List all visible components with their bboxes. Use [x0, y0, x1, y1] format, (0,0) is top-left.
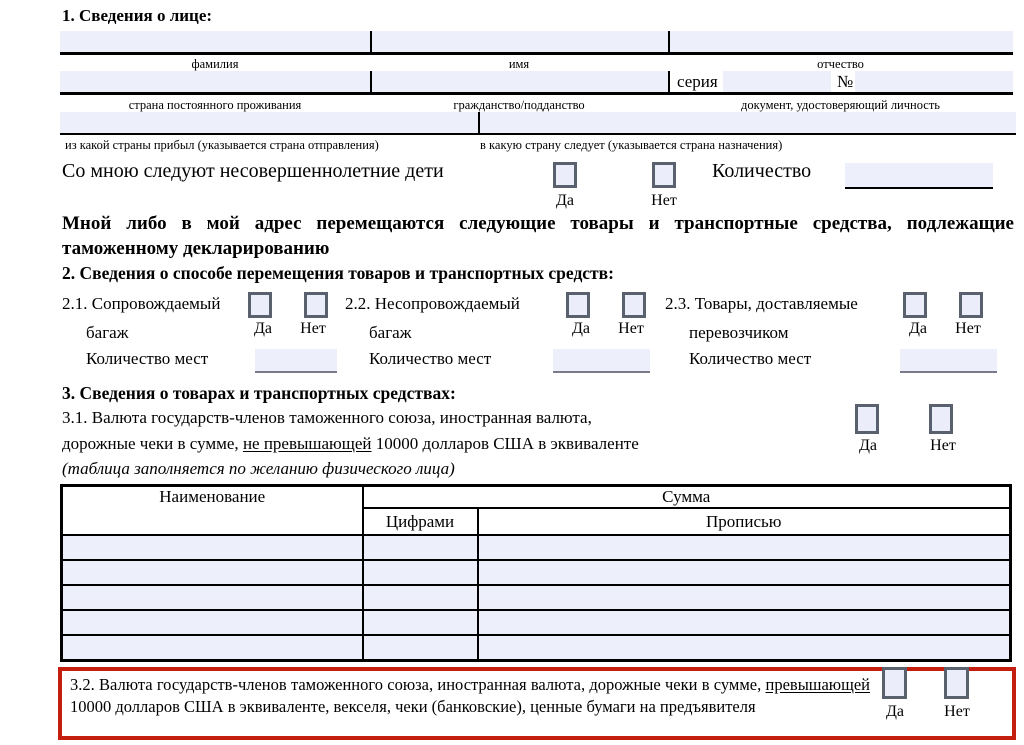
- col-digits-header: Цифрами: [363, 508, 478, 535]
- accompanied-yes-checkbox[interactable]: [248, 292, 272, 318]
- declaration-statement: Мной либо в мой адрес перемещаются следующие товары и транспортные средства, подлежащие таможенному декларированию: [62, 213, 1014, 259]
- name-cell[interactable]: [62, 610, 363, 635]
- children-statement: Со мною следуют несовершеннолетние дети: [62, 160, 444, 182]
- table-row: [62, 560, 1011, 585]
- words-cell[interactable]: [478, 535, 1011, 560]
- children-no-label: Нет: [651, 192, 677, 209]
- table-row: [62, 635, 1011, 660]
- p32-yes-checkbox[interactable]: [882, 667, 907, 699]
- document-fields-row: [60, 71, 1013, 95]
- name-fields-row: [60, 31, 1013, 55]
- carrier-qty-field[interactable]: [900, 349, 997, 373]
- unaccompanied-baggage-line1: 2.2. Несопровождаемый: [345, 294, 520, 313]
- accompanied-baggage-qty-label: Количество мест: [86, 349, 209, 368]
- p32-yes-label: Да: [885, 703, 904, 720]
- p32-no-checkbox[interactable]: [944, 667, 969, 699]
- section1-title: 1. Сведения о лице:: [62, 6, 213, 25]
- digits-cell[interactable]: [363, 635, 478, 660]
- firstname-label: имя: [508, 57, 530, 71]
- p32-highlighted-box: [58, 667, 1016, 740]
- digits-cell[interactable]: [363, 585, 478, 610]
- children-no-checkbox[interactable]: [652, 162, 676, 188]
- children-yes-checkbox[interactable]: [553, 162, 577, 188]
- unaccompanied-yes-checkbox[interactable]: [566, 292, 590, 318]
- accompanied-baggage-line2: багаж: [86, 323, 129, 342]
- surname-field[interactable]: [60, 31, 370, 52]
- words-cell[interactable]: [478, 560, 1011, 585]
- digits-cell[interactable]: [363, 535, 478, 560]
- surname-label: фамилия: [191, 57, 239, 71]
- accompanied-qty-field[interactable]: [255, 349, 337, 373]
- p32-underlined-phrase: превышающей: [765, 675, 870, 694]
- words-cell[interactable]: [478, 635, 1011, 660]
- carrier-goods-qty-label: Количество мест: [689, 349, 812, 368]
- col-words-header: Прописью: [478, 508, 1011, 535]
- residence-country-label: страна постоянного проживания: [128, 98, 302, 112]
- words-cell[interactable]: [478, 610, 1011, 635]
- p32-text: 3.2. Валюта государств-членов таможенного союза, иностранная валюта, дорожные чеки в сумме, превышающей 10000 долларов США в эквиваленте, векселя, чеки (банковские), ценные бумаги на предъявителя: [70, 675, 870, 716]
- name-cell[interactable]: [62, 635, 363, 660]
- table-row: [62, 535, 1011, 560]
- col-sum-header: Сумма: [363, 486, 1011, 509]
- table-row: [62, 610, 1011, 635]
- carrier-no-label: Нет: [955, 320, 981, 337]
- digits-cell[interactable]: [363, 560, 478, 585]
- carrier-goods-block: [665, 292, 987, 380]
- destination-country-field[interactable]: [480, 112, 1016, 133]
- series-field[interactable]: [723, 71, 831, 92]
- number-label: №: [837, 72, 854, 91]
- accompanied-baggage-line1: 2.1. Сопровождаемый: [62, 294, 221, 313]
- name-cell[interactable]: [62, 560, 363, 585]
- carrier-no-checkbox[interactable]: [959, 292, 983, 318]
- accompanied-baggage-block: [62, 292, 338, 380]
- digits-cell[interactable]: [363, 610, 478, 635]
- patronymic-field[interactable]: [670, 31, 1013, 52]
- p31-underlined-phrase: не превышающей: [242, 434, 372, 453]
- section3-title: 3. Сведения о товарах и транспортных средствах:: [62, 383, 456, 403]
- field-divider: [668, 71, 670, 92]
- unaccompanied-qty-field[interactable]: [553, 349, 650, 373]
- name-fields-labels: [60, 57, 1013, 72]
- p31-yes-checkbox[interactable]: [855, 404, 879, 434]
- unaccompanied-baggage-block: [345, 292, 645, 380]
- children-quantity-field[interactable]: [845, 163, 993, 189]
- unaccompanied-baggage-line2: багаж: [369, 323, 412, 342]
- accompanied-no-checkbox[interactable]: [304, 292, 328, 318]
- accompanied-yes-label: Да: [253, 320, 272, 337]
- identity-document-label: документ, удостоверяющий личность: [740, 98, 940, 112]
- unaccompanied-no-label: Нет: [618, 320, 644, 337]
- col-name-header: Наименование: [62, 486, 363, 536]
- residence-country-field[interactable]: [60, 71, 370, 92]
- name-cell[interactable]: [62, 535, 363, 560]
- p31-yes-label: Да: [858, 437, 877, 454]
- carrier-yes-label: Да: [908, 320, 927, 337]
- section2-blocks: [0, 292, 1024, 382]
- accompanied-no-label: Нет: [300, 320, 326, 337]
- patronymic-label: отчество: [817, 57, 864, 71]
- unaccompanied-yes-label: Да: [571, 320, 590, 337]
- destination-country-label: в какую страну следует (указывается страна назначения): [480, 138, 783, 152]
- unaccompanied-no-checkbox[interactable]: [622, 292, 646, 318]
- p32-no-label: Нет: [944, 703, 970, 720]
- p31-line2: дорожные чеки в сумме, не превышающей 10000 долларов США в эквиваленте: [62, 434, 639, 453]
- carrier-yes-checkbox[interactable]: [903, 292, 927, 318]
- p31-note: (таблица заполняется по желанию физического лица): [62, 459, 455, 478]
- number-field[interactable]: [855, 71, 1013, 92]
- unaccompanied-baggage-qty-label: Количество мест: [369, 349, 492, 368]
- section2-title: 2. Сведения о способе перемещения товаров и транспортных средств:: [62, 263, 614, 283]
- sum-table-wrap: [60, 484, 1012, 662]
- name-cell[interactable]: [62, 585, 363, 610]
- carrier-goods-line1: 2.3. Товары, доставляемые: [665, 294, 858, 313]
- citizenship-label: гражданство/подданство: [453, 98, 585, 112]
- children-quantity-label: Количество: [712, 160, 812, 182]
- sum-table: [60, 484, 1012, 662]
- words-cell[interactable]: [478, 585, 1011, 610]
- route-fields-row: [60, 112, 1016, 135]
- carrier-goods-line2: перевозчиком: [689, 323, 789, 342]
- p31-line1: 3.1. Валюта государств-членов таможенного союза, иностранная валюта,: [62, 408, 592, 427]
- departure-country-field[interactable]: [60, 112, 478, 133]
- p31-no-checkbox[interactable]: [929, 404, 953, 434]
- document-fields-labels: [60, 98, 1013, 113]
- firstname-field[interactable]: [372, 31, 668, 52]
- departure-country-label: из какой страны прибыл (указывается страна отправления): [65, 138, 379, 152]
- table-row: [62, 585, 1011, 610]
- p31-no-label: Нет: [930, 437, 956, 454]
- citizenship-field[interactable]: [372, 71, 668, 92]
- children-yes-label: Да: [555, 192, 574, 209]
- series-label: серия: [677, 72, 718, 91]
